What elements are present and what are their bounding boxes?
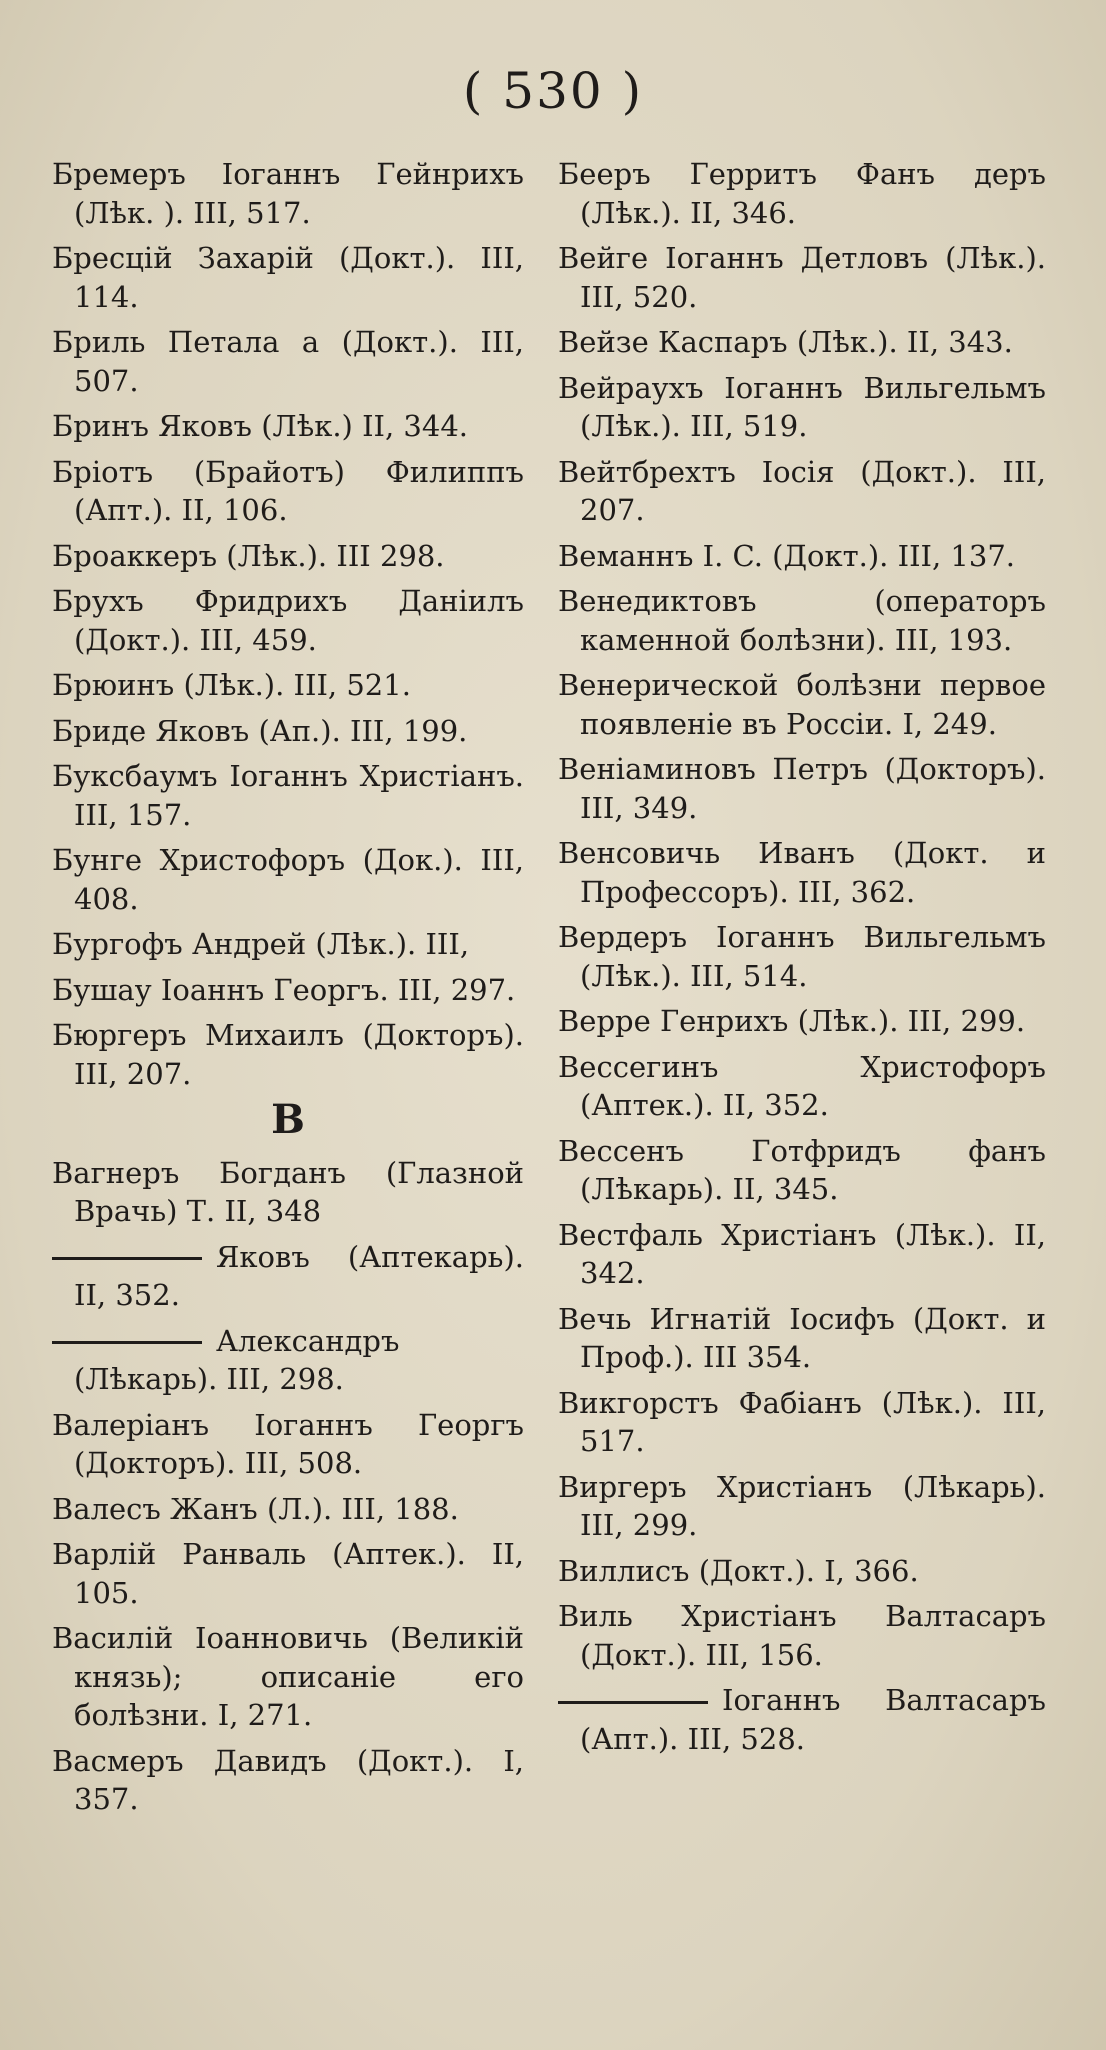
index-entry: Бунге Христофоръ (Док.). III, 408. [52, 843, 524, 916]
index-entry: Валесъ Жанъ (Л.). III, 188. [52, 1491, 459, 1526]
index-entry: Виль Христіанъ Валтасаръ (Докт.). III, 156. [558, 1599, 1046, 1672]
index-entry: Іоганнъ Валтасаръ (Апт.). III, 528. [558, 1681, 1046, 1758]
index-entry: Бремеръ Іоганнъ Гейнрихъ (Лѣк. ). III, 517. [52, 157, 524, 230]
index-entry: Бриде Яковъ (Ап.). III, 199. [52, 713, 468, 748]
index-entry: Бюргеръ Михаилъ (Докторъ). III, 207. [52, 1018, 524, 1091]
index-entry: Вестфаль Христіанъ (Лѣк.). II, 342. [558, 1217, 1046, 1290]
index-entry: Валеріанъ Іоганнъ Георгъ (Докторъ). III, 508. [52, 1407, 524, 1480]
index-entry: Веніаминовъ Петръ (Докторъ). III, 349. [558, 752, 1046, 825]
index-entry: Бріотъ (Брайотъ) Филиппъ (Апт.). II, 106. [52, 454, 524, 527]
index-entry: Бриль Петала а (Докт.). III, 507. [52, 325, 524, 398]
index-entry: Вечь Игнатій Іосифъ (Докт. и Проф.). III 354. [558, 1301, 1046, 1374]
index-entry: Брюинъ (Лѣк.). III, 521. [52, 668, 411, 702]
index-entry: Венсовичь Иванъ (Докт. и Профессоръ). III, 362. [558, 836, 1046, 909]
index-entry: Виллисъ (Докт.). I, 366. [558, 1553, 919, 1588]
index-entry: Василій Іоанновичь (Великій князь); описаніе его болѣзни. I, 271. [52, 1621, 524, 1732]
section-letter-heading: В [271, 1096, 305, 1143]
index-entry: Венерической болѣзни первое появленіе въ Россіи. I, 249. [558, 668, 1046, 741]
index-entry: Александръ (Лѣкарь). III, 298. [52, 1322, 524, 1399]
index-entry: Викгорстъ Фабіанъ (Лѣк.). III, 517. [558, 1385, 1046, 1458]
index-entry: Вердеръ Іоганнъ Вильгельмъ (Лѣк.). III, 514. [558, 920, 1046, 993]
index-entry: Яковъ (Аптекарь). II, 352. [52, 1238, 524, 1315]
right-column [558, 155, 1046, 1765]
index-entry: Бушау Іоаннъ Георгъ. III, 297. [52, 972, 516, 1007]
left-entries-after-heading [52, 1154, 524, 1819]
index-entry: Верре Генрихъ (Лѣк.). III, 299. [558, 1004, 1026, 1038]
index-entry: Варлій Ранваль (Аптек.). II, 105. [52, 1537, 524, 1610]
left-column [52, 155, 524, 1826]
index-entry: Виргеръ Христіанъ (Лѣкарь). III, 299. [558, 1469, 1046, 1542]
right-entries [558, 155, 1046, 1758]
index-entry: Броаккеръ (Лѣк.). III 298. [52, 538, 445, 573]
page-number: ( 530 ) [462, 62, 644, 120]
index-entry: Бресцій Захарій (Докт.). III, 114. [52, 241, 524, 314]
index-entry: Веманнъ I. C. (Докт.). III, 137. [558, 538, 1015, 573]
index-entry: Вессегинъ Христофоръ (Аптек.). II, 352. [558, 1049, 1046, 1122]
index-entry: Бринъ Яковъ (Лѣк.) II, 344. [52, 409, 468, 443]
index-entry: Вагнеръ Богданъ (Глазной Врачь) Т. II, 348 [52, 1155, 524, 1228]
index-entry: Вейге Іоганнъ Детловъ (Лѣк.). III, 520. [558, 241, 1046, 314]
index-entry: Брухъ Фридрихъ Даніилъ (Докт.). III, 459. [52, 584, 524, 657]
index-entry: Вейтбрехтъ Іосія (Докт.). III, 207. [558, 454, 1046, 527]
index-entry: Вессенъ Готфридъ фанъ (Лѣкарь). II, 345. [558, 1133, 1046, 1206]
index-entry: Васмеръ Давидъ (Докт.). I, 357. [52, 1743, 524, 1816]
index-entry: Вейраухъ Іоганнъ Вильгельмъ (Лѣк.). III, 519. [558, 370, 1046, 443]
index-entry: Буксбаумъ Іоганнъ Христіанъ. III, 157. [52, 759, 524, 832]
index-entry: Бееръ Герритъ Фанъ деръ (Лѣк.). II, 346. [558, 157, 1046, 230]
left-entries-before-heading [52, 155, 524, 1093]
index-entry: Бургофъ Андрей (Лѣк.). III, [52, 927, 470, 961]
index-entry: Венедиктовъ (операторъ каменной болѣзни). III, 193. [558, 584, 1046, 657]
index-entry: Вейзе Каспаръ (Лѣк.). II, 343. [558, 325, 1013, 359]
